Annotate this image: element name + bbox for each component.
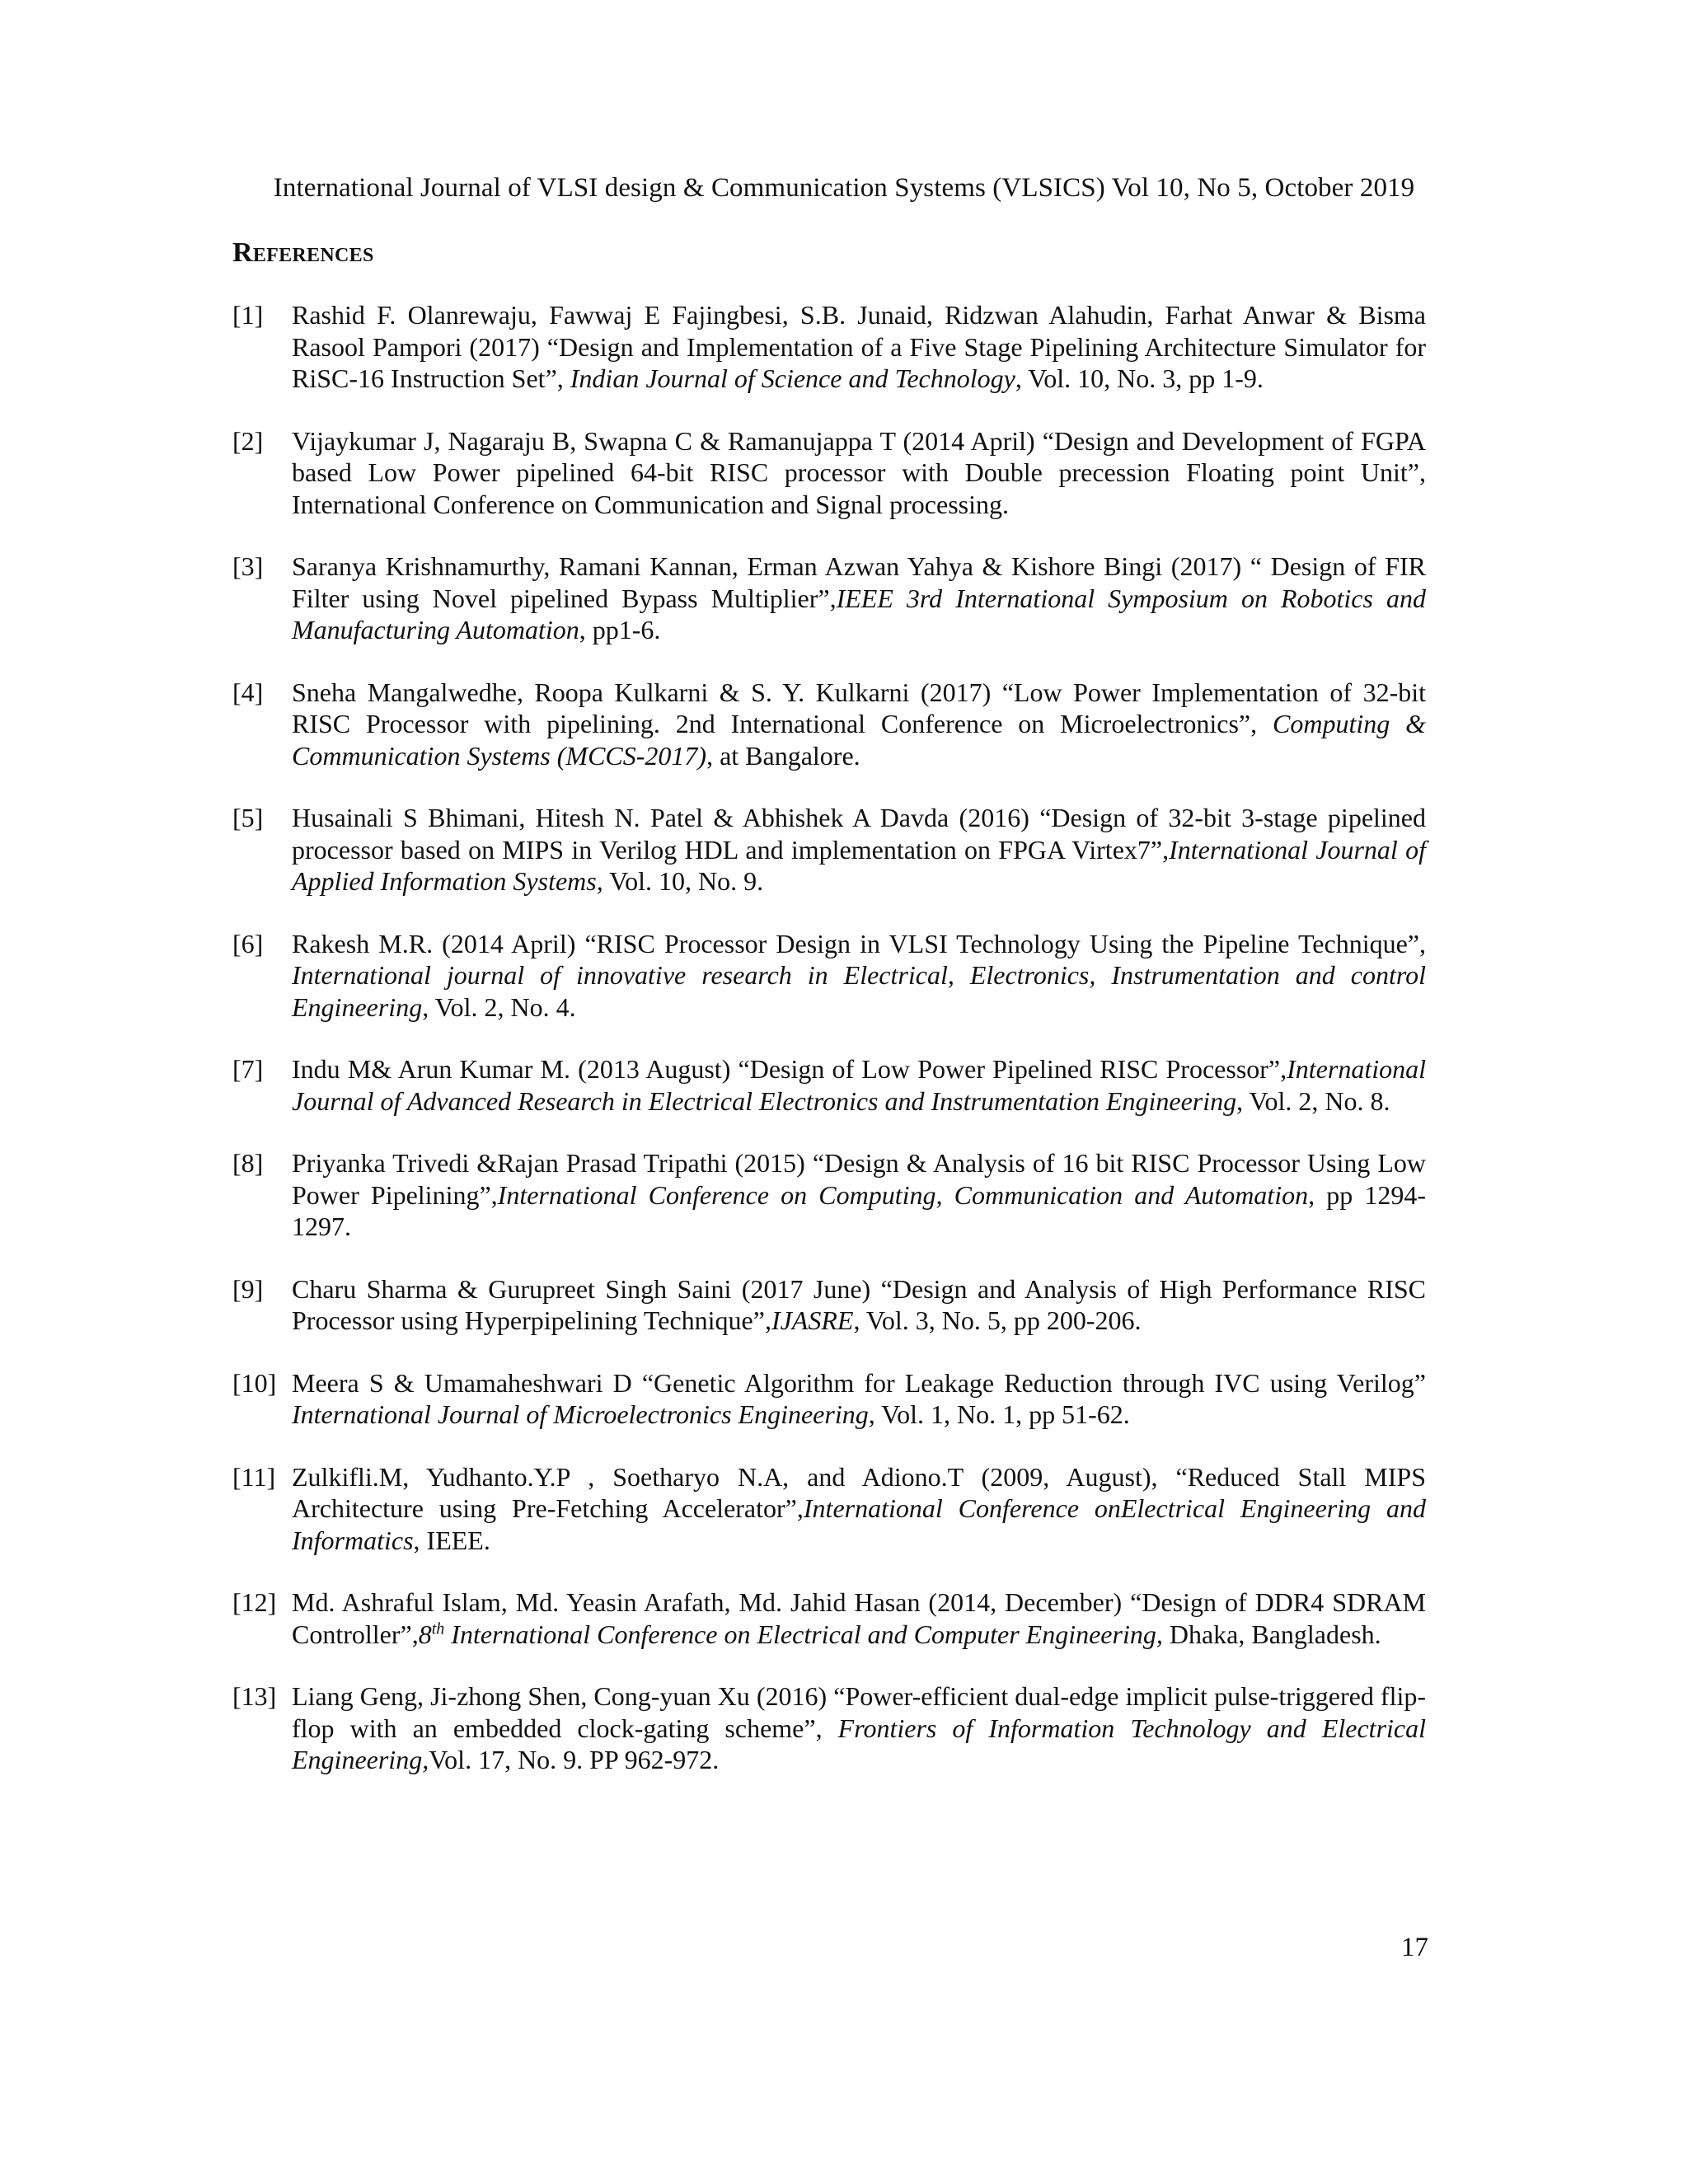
- reference-venue: International Conference on Electrical and Computer Engineering,: [444, 1619, 1163, 1649]
- reference-segment: Rakesh M.R. (2014 April) “RISC Processor Design in VLSI Technology Using the Pipeline Technique”,: [292, 928, 1426, 958]
- reference-venue: Frontiers of Information Technology and Electrical Engineering,: [292, 1713, 1427, 1774]
- reference-venue: International Journal of Microelectronics Engineering: [292, 1399, 869, 1429]
- reference-number: [12]: [232, 1587, 277, 1617]
- reference-number: [9]: [232, 1273, 264, 1304]
- reference-text: [292, 1367, 1426, 1431]
- reference-item: [232, 551, 1426, 646]
- reference-segment: , IEEE.: [413, 1525, 490, 1555]
- reference-number: [2]: [232, 425, 264, 456]
- page-number: 17: [1401, 1933, 1428, 1962]
- reference-segment: Vol. 17, No. 9. PP 962-972.: [429, 1745, 720, 1774]
- reference-number: [11]: [232, 1461, 276, 1492]
- reference-text: [292, 1147, 1426, 1243]
- reference-item: [232, 928, 1426, 1024]
- reference-item: [232, 677, 1426, 772]
- reference-venue: International Journal of Advanced Research in Electrical Electronics and Instrumentation Engineering: [292, 1054, 1426, 1116]
- reference-segment: , Vol. 2, No. 8.: [1236, 1085, 1390, 1116]
- running-header: International Journal of VLSI design & Communication Systems (VLSICS) Vol 10, No 5, October 2019: [273, 173, 1415, 203]
- reference-item: [232, 299, 1426, 395]
- reference-text: [292, 299, 1426, 395]
- reference-text: [292, 1461, 1426, 1557]
- reference-venue: IJASRE: [771, 1305, 854, 1335]
- reference-segment: Indu M& Arun Kumar M. (2013 August) “Design of Low Power Pipelined RISC Processor”,: [292, 1054, 1287, 1084]
- reference-segment: Meera S & Umamaheshwari D “Genetic Algorithm for Leakage Reduction through IVC using Verilog”: [292, 1367, 1426, 1398]
- reference-segment: Vol. 10, No. 9.: [603, 866, 764, 896]
- reference-text: [292, 1273, 1426, 1337]
- reference-number: [4]: [232, 677, 264, 707]
- reference-venue: IEEE 3rd International Symposium on Robotics and Manufacturing Automation: [292, 583, 1427, 644]
- reference-venue: Computing & Communication Systems (MCCS-2017): [292, 709, 1427, 771]
- reference-segment: Priyanka Trivedi &Rajan Prasad Tripathi (2015) “Design & Analysis of 16 bit RISC Processor Using Low Power Pipelining”,: [292, 1148, 1426, 1210]
- reference-number: [10]: [232, 1367, 277, 1398]
- reference-text: [292, 425, 1426, 521]
- reference-segment: Saranya Krishnamurthy, Ramani Kannan, Erman Azwan Yahya & Kishore Bingi (2017) “ Design of FIR Filter using Novel pipelined Bypass Multiplier”,: [292, 551, 1426, 613]
- reference-segment: , pp 1294-1297.: [292, 1179, 1427, 1241]
- reference-text: [292, 928, 1426, 1024]
- reference-number: [13]: [232, 1681, 277, 1711]
- reference-venue: International Journal of Applied Information Systems,: [292, 834, 1426, 896]
- reference-segment: Husainali S Bhimani, Hitesh N. Patel & Abhishek A Davda (2016) “Design of 32-bit 3-stage pipelined processor based on MIPS in Verilog HDL and implementation on FPGA Virtex7”,: [292, 803, 1426, 865]
- reference-segment: Md. Ashraful Islam, Md. Yeasin Arafath, Md. Jahid Hasan (2014, December) “Design of DDR4 SDRAM Controller”,: [292, 1587, 1426, 1649]
- reference-segment: , Vol. 1, No. 1, pp 51-62.: [868, 1399, 1130, 1429]
- reference-segment: Sneha Mangalwedhe, Roopa Kulkarni & S. Y. Kulkarni (2017) “Low Power Implementation of 32-bit RISC Processor with pipelining. 2nd International Conference on Microelectronics”,: [292, 677, 1426, 738]
- reference-segment: , pp1-6.: [579, 615, 661, 644]
- section-heading: References: [232, 237, 374, 268]
- reference-venue: International Conference on Computing, Communication and Automation: [497, 1179, 1309, 1210]
- reference-item: [232, 1273, 1426, 1337]
- reference-segment: Vijaykumar J, Nagaraju B, Swapna C & Ramanujappa T (2014 April) “Design and Development of FGPA based Low Power pipelined 64-bit RISC processor with Double precession Floating point Unit”, International Conference on Communication and Signal processing.: [292, 425, 1426, 519]
- reference-segment: , Vol. 10, No. 3, pp 1-9.: [1015, 363, 1264, 393]
- reference-segment: Liang Geng, Ji-zhong Shen, Cong-yuan Xu (2016) “Power-efficient dual-edge implicit pulse-triggered flip-flop with an embedded clock-gating scheme”,: [292, 1681, 1426, 1743]
- reference-item: [232, 1586, 1426, 1650]
- reference-item: [232, 1461, 1426, 1557]
- reference-segment: th: [431, 1619, 445, 1638]
- reference-venue: International journal of innovative research in Electrical, Electronics, Instrumentation and control Engineering: [292, 960, 1426, 1022]
- reference-number: [3]: [232, 551, 264, 581]
- reference-segment: Charu Sharma & Gurupreet Singh Saini (2017 June) “Design and Analysis of High Performance RISC Processor using Hyperpipelining Technique”,: [292, 1273, 1426, 1335]
- reference-number: [6]: [232, 928, 264, 958]
- reference-number: [5]: [232, 803, 264, 832]
- reference-text: [292, 1680, 1426, 1776]
- reference-item: [232, 802, 1426, 898]
- reference-text: [292, 802, 1426, 898]
- reference-number: [8]: [232, 1148, 264, 1178]
- reference-segment: , Vol. 2, No. 4.: [422, 991, 576, 1022]
- reference-item: [232, 1147, 1426, 1243]
- reference-segment: Rashid F. Olanrewaju, Fawwaj E Fajingbesi, S.B. Junaid, Ridzwan Alahudin, Farhat Anwar & Bisma Rasool Pampori (2017) “Design and Implementation of a Five Stage Pipelining Architecture Simulator for RiSC-16 Instruction Set”,: [292, 300, 1426, 393]
- reference-venue: International Conference onElectrical Engineering and Informatics: [292, 1493, 1427, 1555]
- reference-text: [292, 1053, 1426, 1117]
- reference-item: [232, 425, 1426, 521]
- reference-text: [292, 677, 1426, 772]
- reference-segment: Dhaka, Bangladesh.: [1162, 1619, 1381, 1649]
- reference-segment: , Vol. 3, No. 5, pp 200-206.: [853, 1305, 1142, 1335]
- reference-venue: 8: [418, 1619, 432, 1649]
- reference-segment: , at Bangalore.: [706, 740, 860, 771]
- reference-venue: Indian Journal of Science and Technology: [570, 363, 1015, 393]
- reference-text: [292, 1586, 1426, 1650]
- reference-text: [292, 551, 1426, 646]
- reference-item: [232, 1367, 1426, 1431]
- reference-list: [232, 299, 1426, 1807]
- reference-number: [7]: [232, 1054, 264, 1084]
- reference-item: [232, 1680, 1426, 1776]
- reference-number: [1]: [232, 300, 264, 330]
- reference-segment: Zulkifli.M, Yudhanto.Y.P , Soetharyo N.A, and Adiono.T (2009, August), “Reduced Stall MIPS Architecture using Pre-Fetching Accelerator”,: [292, 1461, 1426, 1523]
- reference-item: [232, 1053, 1426, 1117]
